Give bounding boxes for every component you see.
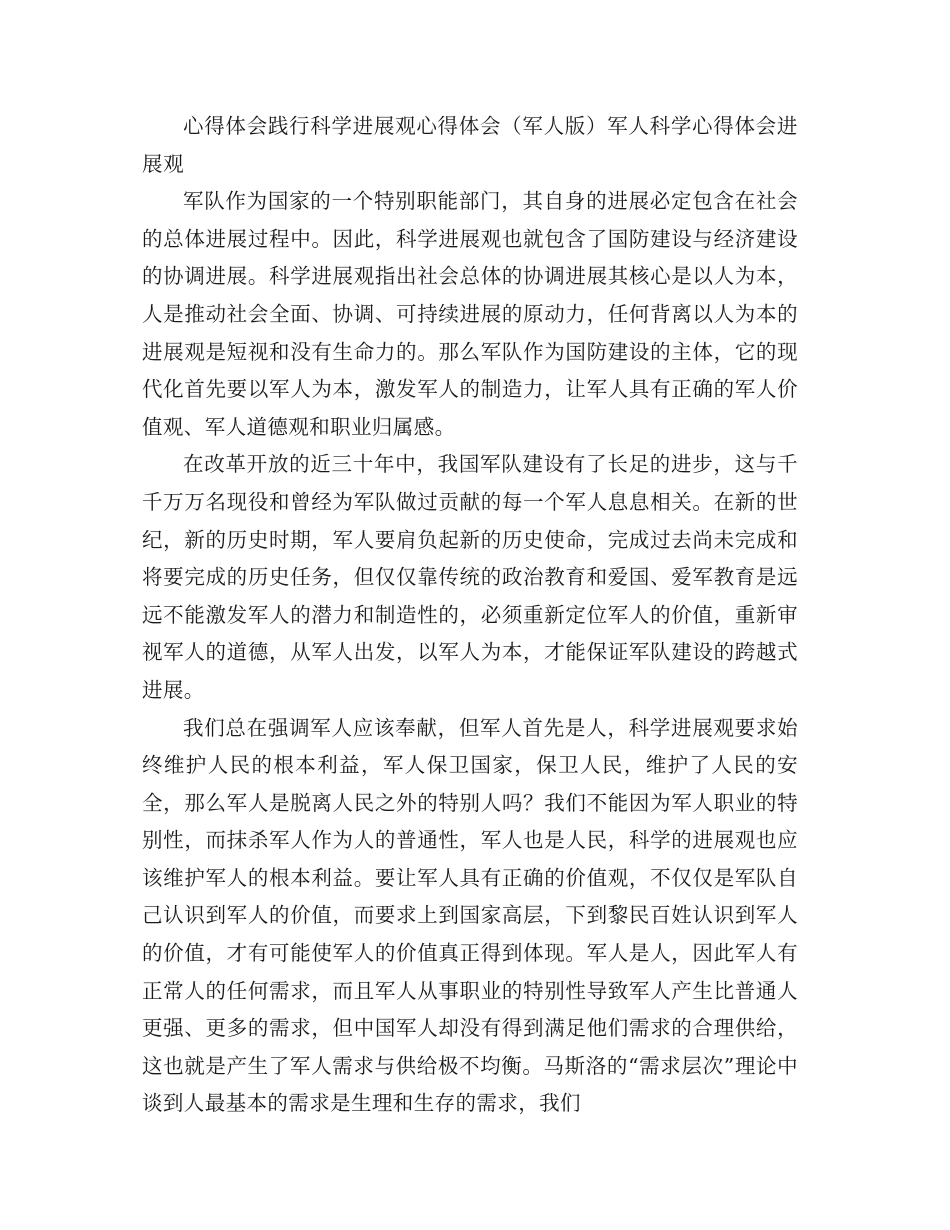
document-title: 心得体会践行科学进展观心得体会（军人版）军人科学心得体会进展观	[142, 114, 798, 176]
document-page	[142, 108, 798, 1123]
paragraph-3: 我们总在强调军人应该奉献，但军人首先是人，科学进展观要求始终维护人民的根本利益，军人保卫国家，保卫人民，维护了人民的安全，那么军人是脱离人民之外的特别人吗？我们不能因为军人职业的特别性，而抹杀军人作为人的普通性，军人也是人民，科学的进展观也应该维护军人的根本利益。要让军人具有正确的价值观，不仅仅是军队自己认识到军人的价值，而要求上到国家高层，下到黎民百姓认识到军人的价值，才有可能使军人的价值真正得到体现。军人是人，因此军人有正常人的任何需求，而且军人从事职业的特别性导致军人产生比普通人更强、更多的需求，但中国军人却没有得到满足他们需求的合理供给，这也就是产生了军人需求与供给极不均衡。马斯洛的“需求层次”理论中谈到人最基本的需求是生理和生存的需求，我们	[142, 715, 798, 1116]
paragraph-2: 在改革开放的近三十年中，我国军队建设有了长足的进步，这与千千万万名现役和曾经为军队做过贡献的每一个军人息息相关。在新的世纪，新的历史时期，军人要肩负起新的历史使命，完成过去尚未完成和将要完成的历史任务，但仅仅靠传统的政治教育和爱国、爱军教育是远远不能激发军人的潜力和制造性的，必须重新定位军人的价值，重新审视军人的道德，从军人出发，以军人为本，才能保证军队建设的跨越式进展。	[142, 452, 798, 702]
paragraph-1: 军队作为国家的一个特别职能部门，其自身的进展必定包含在社会的总体进展过程中。因此，科学进展观也就包含了国防建设与经济建设的协调进展。科学进展观指出社会总体的协调进展其核心是以人为本，人是推动社会全面、协调、可持续进展的原动力，任何背离以人为本的进展观是短视和没有生命力的。那么军队作为国防建设的主体，它的现代化首先要以军人为本，激发军人的制造力，让军人具有正确的军人价值观、军人道德观和职业归属感。	[142, 189, 798, 439]
